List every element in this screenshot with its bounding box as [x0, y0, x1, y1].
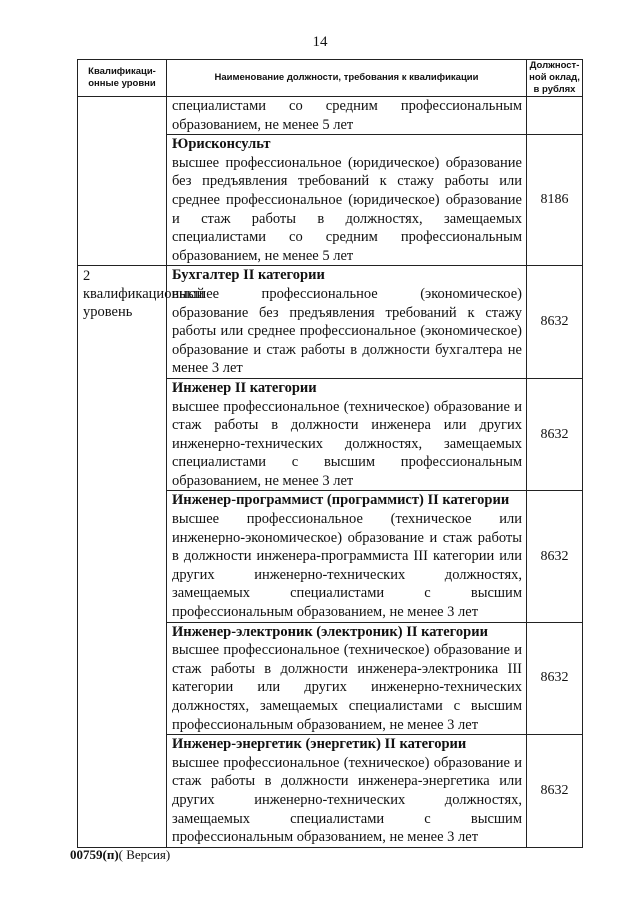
position-cell	[167, 378, 527, 491]
position-requirements: специалистами со средним профессиональным образованием, не менее 5 лет	[172, 98, 522, 133]
salary-cell: 8632	[527, 491, 583, 622]
salary-cell: 8186	[527, 135, 583, 266]
position-cell	[167, 735, 527, 848]
position-cell	[167, 97, 527, 135]
position-cell	[167, 135, 527, 266]
version-note: ( Версия)	[118, 847, 171, 862]
salary-cell: 8632	[527, 266, 583, 379]
header-salary: Должност-ной оклад, в рублях	[527, 60, 583, 97]
position-title: Юрисконсульт	[172, 136, 271, 153]
table-header-row	[78, 60, 583, 97]
position-requirements: высшее профессиональное (техническое или инженерно-экономическое) образование и стаж работы в должности инженера-программиста III категории или других инженерно-технических должностях, замещаемых специалистами с высшим профессиональным образованием, не менее 3 лет	[172, 511, 522, 621]
level-cell: 2 квалификационный уровень	[78, 266, 167, 847]
position-cell	[167, 266, 527, 379]
salary-cell: 8632	[527, 378, 583, 491]
header-level: Квалификаци-онные уровни	[78, 60, 167, 97]
table-row	[78, 97, 583, 135]
position-requirements: высшее профессиональное (экономическое) образование без предъявления требований к стажу работы или среднее профессиональное (экономическое) образование и стаж работы в должности бухгалтера не менее 3 лет	[172, 285, 522, 377]
document-code: 00759(п)	[70, 847, 119, 862]
qualification-table	[77, 59, 583, 848]
position-title: Инженер II категории	[172, 379, 317, 396]
position-cell	[167, 491, 527, 622]
position-requirements: высшее профессиональное (юридическое) образование без предъявления требований к стажу работы или среднее профессиональное (юридическое) образование и стаж работы в должностях, замещаемых специалистами со средним профессиональным образованием, не менее 5 лет	[172, 154, 522, 264]
document-footer	[70, 847, 170, 863]
page-number: 14	[312, 34, 328, 50]
position-title: Инженер-энергетик (энергетик) II категории	[172, 736, 467, 753]
table-row	[78, 266, 583, 379]
position-title: Бухгалтер II категории	[172, 267, 325, 284]
position-title: Инженер-электроник (электроник) II категории	[172, 623, 488, 640]
salary-cell: 8632	[527, 735, 583, 848]
level-cell	[78, 97, 167, 266]
position-requirements: высшее профессиональное (техническое) образование и стаж работы в должности инженера-энергетика или других инженерно-технических должностях, замещаемых специалистами с высшим профессиональным образованием, не менее 3 лет	[172, 754, 522, 846]
position-cell	[167, 622, 527, 735]
position-requirements: высшее профессиональное (техническое) образование и стаж работы в должности инженера или других инженерно-технических должностях, замещаемых специалистами с высшим профессиональным образованием, не менее 3 лет	[172, 398, 522, 489]
salary-cell: 8632	[527, 622, 583, 735]
position-requirements: высшее профессиональное (техническое) образование и стаж работы в должности инженера-электроника III категории или других инженерно-технических должностях, замещаемых специалистами с высшим профессиональным образованием, не менее 3 лет	[172, 642, 522, 733]
header-position: Наименование должности, требования к квалификации	[167, 60, 527, 97]
salary-cell	[527, 97, 583, 135]
position-title: Инженер-программист (программист) II категории	[172, 492, 510, 509]
